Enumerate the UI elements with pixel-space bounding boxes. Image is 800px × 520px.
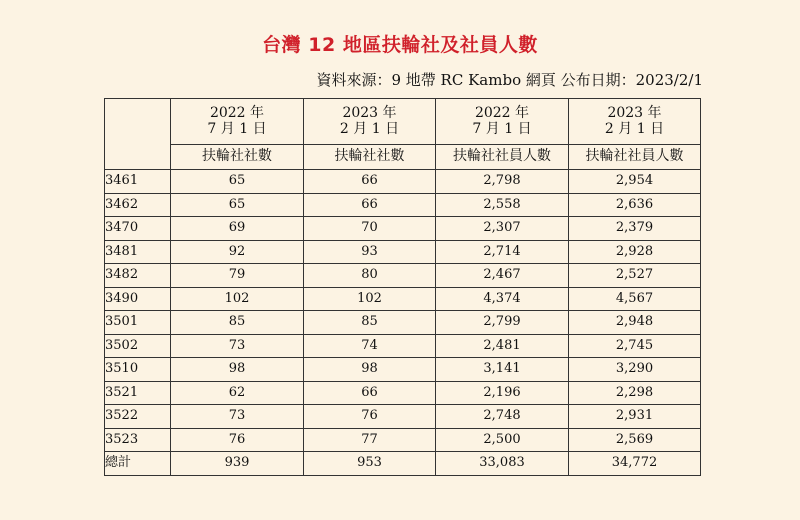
members-2023-total-cell: 34,772	[569, 452, 701, 476]
table-row	[105, 405, 701, 429]
clubs-2022-cell: 79	[171, 264, 304, 288]
members-2023-cell: 2,931	[569, 405, 701, 429]
header-day: 2 月 1 日	[604, 120, 665, 137]
district-cell: 3470	[105, 217, 171, 241]
clubs-2022-cell: 65	[171, 170, 304, 194]
header-day: 2 月 1 日	[339, 120, 400, 137]
clubs-2022-cell: 73	[171, 334, 304, 358]
district-cell: 3490	[105, 287, 171, 311]
header-metric-cell: 扶輪社社員人數	[569, 145, 701, 170]
clubs-2023-cell: 66	[304, 193, 436, 217]
members-2022-cell: 2,798	[436, 170, 569, 194]
header-metric-cell: 扶輪社社員人數	[436, 145, 569, 170]
table-body	[105, 170, 701, 476]
clubs-2023-cell: 80	[304, 264, 436, 288]
header-year: 2023 年	[342, 105, 397, 122]
header-metric-cell: 扶輪社社數	[171, 145, 304, 170]
members-2022-cell: 2,196	[436, 381, 569, 405]
members-2023-cell: 2,569	[569, 428, 701, 452]
table-row	[105, 240, 701, 264]
total-label-cell: 總計	[105, 452, 171, 476]
members-2023-cell: 2,954	[569, 170, 701, 194]
members-2023-cell: 3,290	[569, 358, 701, 382]
members-2022-cell: 2,558	[436, 193, 569, 217]
members-2023-cell: 2,948	[569, 311, 701, 335]
table-row	[105, 334, 701, 358]
district-cell: 3522	[105, 405, 171, 429]
members-2023-cell: 2,636	[569, 193, 701, 217]
district-cell: 3510	[105, 358, 171, 382]
header-date-cell	[304, 99, 436, 145]
clubs-2022-cell: 102	[171, 287, 304, 311]
clubs-2022-cell: 69	[171, 217, 304, 241]
members-2022-cell: 2,748	[436, 405, 569, 429]
header-metric-cell: 扶輪社社數	[304, 145, 436, 170]
table-row	[105, 264, 701, 288]
rotary-stats-table	[104, 98, 701, 476]
table-row	[105, 311, 701, 335]
table-row	[105, 217, 701, 241]
members-2022-total-cell: 33,083	[436, 452, 569, 476]
clubs-2022-cell: 98	[171, 358, 304, 382]
clubs-2023-cell: 85	[304, 311, 436, 335]
clubs-2022-cell: 62	[171, 381, 304, 405]
clubs-2022-cell: 65	[171, 193, 304, 217]
clubs-2023-cell: 77	[304, 428, 436, 452]
header-year: 2022 年	[474, 105, 530, 122]
clubs-2023-cell: 66	[304, 381, 436, 405]
members-2023-cell: 2,928	[569, 240, 701, 264]
clubs-2022-cell: 85	[171, 311, 304, 335]
members-2022-cell: 2,467	[436, 264, 569, 288]
members-2023-cell: 2,379	[569, 217, 701, 241]
district-cell: 3462	[105, 193, 171, 217]
header-date-cell	[569, 99, 701, 145]
table-row	[105, 287, 701, 311]
members-2022-cell: 2,714	[436, 240, 569, 264]
district-cell: 3502	[105, 334, 171, 358]
clubs-2023-cell: 102	[304, 287, 436, 311]
district-cell: 3521	[105, 381, 171, 405]
total-row	[105, 452, 701, 476]
clubs-2022-total-cell: 939	[171, 452, 304, 476]
district-cell: 3482	[105, 264, 171, 288]
clubs-2023-cell: 66	[304, 170, 436, 194]
district-cell: 3523	[105, 428, 171, 452]
members-2022-cell: 3,141	[436, 358, 569, 382]
district-cell: 3461	[105, 170, 171, 194]
header-day: 7 月 1 日	[472, 120, 532, 137]
header-day: 7 月 1 日	[207, 120, 267, 137]
table-row	[105, 428, 701, 452]
header-date-row	[105, 99, 701, 145]
members-2022-cell: 2,500	[436, 428, 569, 452]
table-row	[105, 170, 701, 194]
clubs-2022-cell: 76	[171, 428, 304, 452]
clubs-2023-total-cell: 953	[304, 452, 436, 476]
header-date-cell	[436, 99, 569, 145]
members-2023-cell: 2,298	[569, 381, 701, 405]
header-metric-row	[105, 145, 701, 170]
clubs-2023-cell: 76	[304, 405, 436, 429]
clubs-2023-cell: 70	[304, 217, 436, 241]
clubs-2022-cell: 73	[171, 405, 304, 429]
members-2023-cell: 4,567	[569, 287, 701, 311]
members-2023-cell: 2,745	[569, 334, 701, 358]
clubs-2023-cell: 93	[304, 240, 436, 264]
clubs-2023-cell: 74	[304, 334, 436, 358]
members-2022-cell: 2,799	[436, 311, 569, 335]
table-row	[105, 193, 701, 217]
table-row	[105, 358, 701, 382]
members-2023-cell: 2,527	[569, 264, 701, 288]
source-note: 資料來源：9 地帶 RC Kambo 網頁 公布日期：2023/2/1	[316, 71, 703, 89]
district-cell: 3481	[105, 240, 171, 264]
header-corner-cell	[105, 99, 171, 170]
table-row	[105, 381, 701, 405]
members-2022-cell: 2,481	[436, 334, 569, 358]
district-cell: 3501	[105, 311, 171, 335]
clubs-2023-cell: 98	[304, 358, 436, 382]
header-date-cell	[171, 99, 304, 145]
page-title: 台灣 12 地區扶輪社及社員人數	[262, 34, 538, 56]
members-2022-cell: 2,307	[436, 217, 569, 241]
clubs-2022-cell: 92	[171, 240, 304, 264]
header-year: 2022 年	[209, 105, 265, 122]
header-year: 2023 年	[607, 105, 662, 122]
members-2022-cell: 4,374	[436, 287, 569, 311]
